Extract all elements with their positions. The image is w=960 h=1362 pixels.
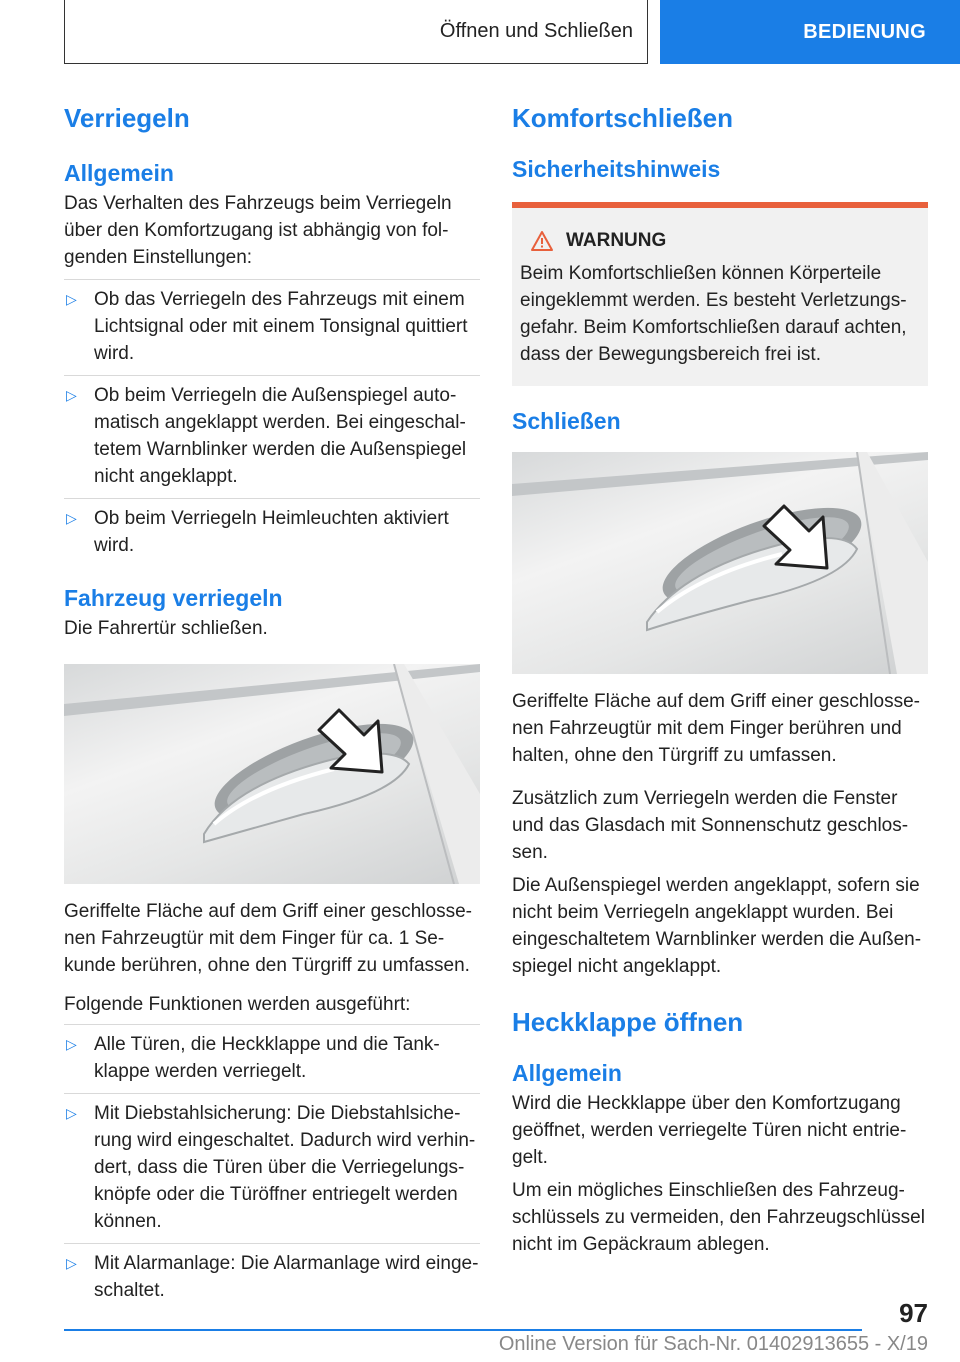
list-item: ▷ Mit Alarmanlage: Die Alarmanlage wird einge-schaltet. bbox=[64, 1243, 480, 1312]
list-item: ▷ Ob das Verriegeln des Fahrzeugs mit einem Lichtsignal oder mit einem Tonsignal quittiert wird. bbox=[64, 279, 480, 375]
section-tab bbox=[660, 0, 960, 64]
fahrzeug-text: Die Fahrertür schließen. bbox=[64, 618, 268, 639]
heading-fahrzeug-verriegeln: Fahrzeug verriegeln bbox=[64, 585, 283, 611]
chapter-header bbox=[64, 0, 648, 64]
fahrzeug-caption: Geriffelte Fläche auf dem Griff einer geschlosse-nen Fahrzeugtür mit dem Finger für ca. 1 Se-kunde berühren, ohne den Türgriff zu umfassen. bbox=[64, 901, 472, 976]
heading-komfortschliessen: Komfortschließen bbox=[512, 103, 734, 133]
footer-divider bbox=[64, 1329, 862, 1331]
left-column bbox=[64, 98, 480, 1312]
schliessen-p2: Die Außenspiegel werden angeklappt, sofern sie nicht beim Verriegeln angeklappt wurden. Bei eingeschaltetem Warnblinker werden die Außen-spiegel nicht angeklappt. bbox=[512, 875, 922, 977]
list-item: ▷ Alle Türen, die Heckklappe und die Tank-klappe werden verriegelt. bbox=[64, 1024, 480, 1093]
heading-schliessen: Schließen bbox=[512, 408, 621, 434]
schliessen-caption: Geriffelte Fläche auf dem Griff einer geschlosse-nen Fahrzeugtür mit dem Finger berühren und halten, ohne den Türgriff zu umfassen. bbox=[512, 691, 920, 766]
heckklappe-p2: Um ein mögliches Einschließen des Fahrzeug-schlüssels zu vermeiden, den Fahrzeugschlüssel nicht im Gepäckraum ablegen. bbox=[512, 1180, 925, 1255]
schliessen-p1: Zusätzlich zum Verriegeln werden die Fenster und das Glasdach mit Sonnenschutz geschlos-sen. bbox=[512, 788, 909, 863]
door-handle-illustration bbox=[512, 452, 928, 674]
warning-label: WARNUNG bbox=[566, 230, 667, 251]
warning-title bbox=[530, 230, 920, 252]
warning-triangle-icon bbox=[530, 230, 554, 252]
page-number: 97 bbox=[899, 1298, 928, 1328]
section-title: BEDIENUNG bbox=[803, 20, 926, 43]
right-column bbox=[512, 98, 928, 1258]
fahrzeug-followup: Folgende Funktionen werden ausgeführt: bbox=[64, 994, 411, 1015]
functions-list bbox=[64, 1024, 480, 1312]
heading-allgemein: Allgemein bbox=[64, 160, 174, 186]
heading-heckklappe: Heckklappe öffnen bbox=[512, 1007, 744, 1037]
allgemein-intro: Das Verhalten des Fahrzeugs beim Verriegeln über den Komfortzugang ist abhängig von fol-genden Einstellungen: bbox=[64, 193, 452, 268]
footer-version: Online Version für Sach-Nr. 01402913655 - X/19 bbox=[498, 1333, 928, 1355]
list-item: ▷ Ob beim Verriegeln Heimleuchten aktiviert wird. bbox=[64, 498, 480, 567]
settings-list bbox=[64, 279, 480, 567]
heading-heckklappe-allgemein: Allgemein bbox=[512, 1060, 622, 1086]
door-handle-illustration bbox=[64, 664, 480, 884]
door-handle-image bbox=[64, 664, 480, 884]
warning-text: Beim Komfortschließen können Körperteile eingeklemmt werden. Es besteht Verletzungs-gefahr. Beim Komfortschließen darauf achten, dass der Bewegungsbereich frei ist. bbox=[520, 263, 907, 365]
chapter-title: Öffnen und Schließen bbox=[439, 20, 633, 42]
door-handle-image-2 bbox=[512, 452, 928, 674]
heading-verriegeln: Verriegeln bbox=[64, 103, 190, 133]
warning-block bbox=[512, 202, 928, 386]
warning-box bbox=[512, 208, 928, 386]
list-item: ▷ Mit Diebstahlsicherung: Die Diebstahlsiche-rung wird eingeschaltet. Dadurch wird verhin-dert, dass die Türen über die Verriegelungs-knöpfe oder die Türöffner entriegelt werden können. bbox=[64, 1093, 480, 1243]
list-item: ▷ Ob beim Verriegeln die Außenspiegel auto-matisch angeklappt werden. Bei eingeschal-tetem Warnblinker werden die Außenspiegel nicht angeklappt. bbox=[64, 375, 480, 498]
heading-sicherheitshinweis: Sicherheitshinweis bbox=[512, 156, 721, 182]
heckklappe-p1: Wird die Heckklappe über den Komfortzugang geöffnet, werden verriegelte Türen nicht entrie-gelt. bbox=[512, 1093, 907, 1168]
